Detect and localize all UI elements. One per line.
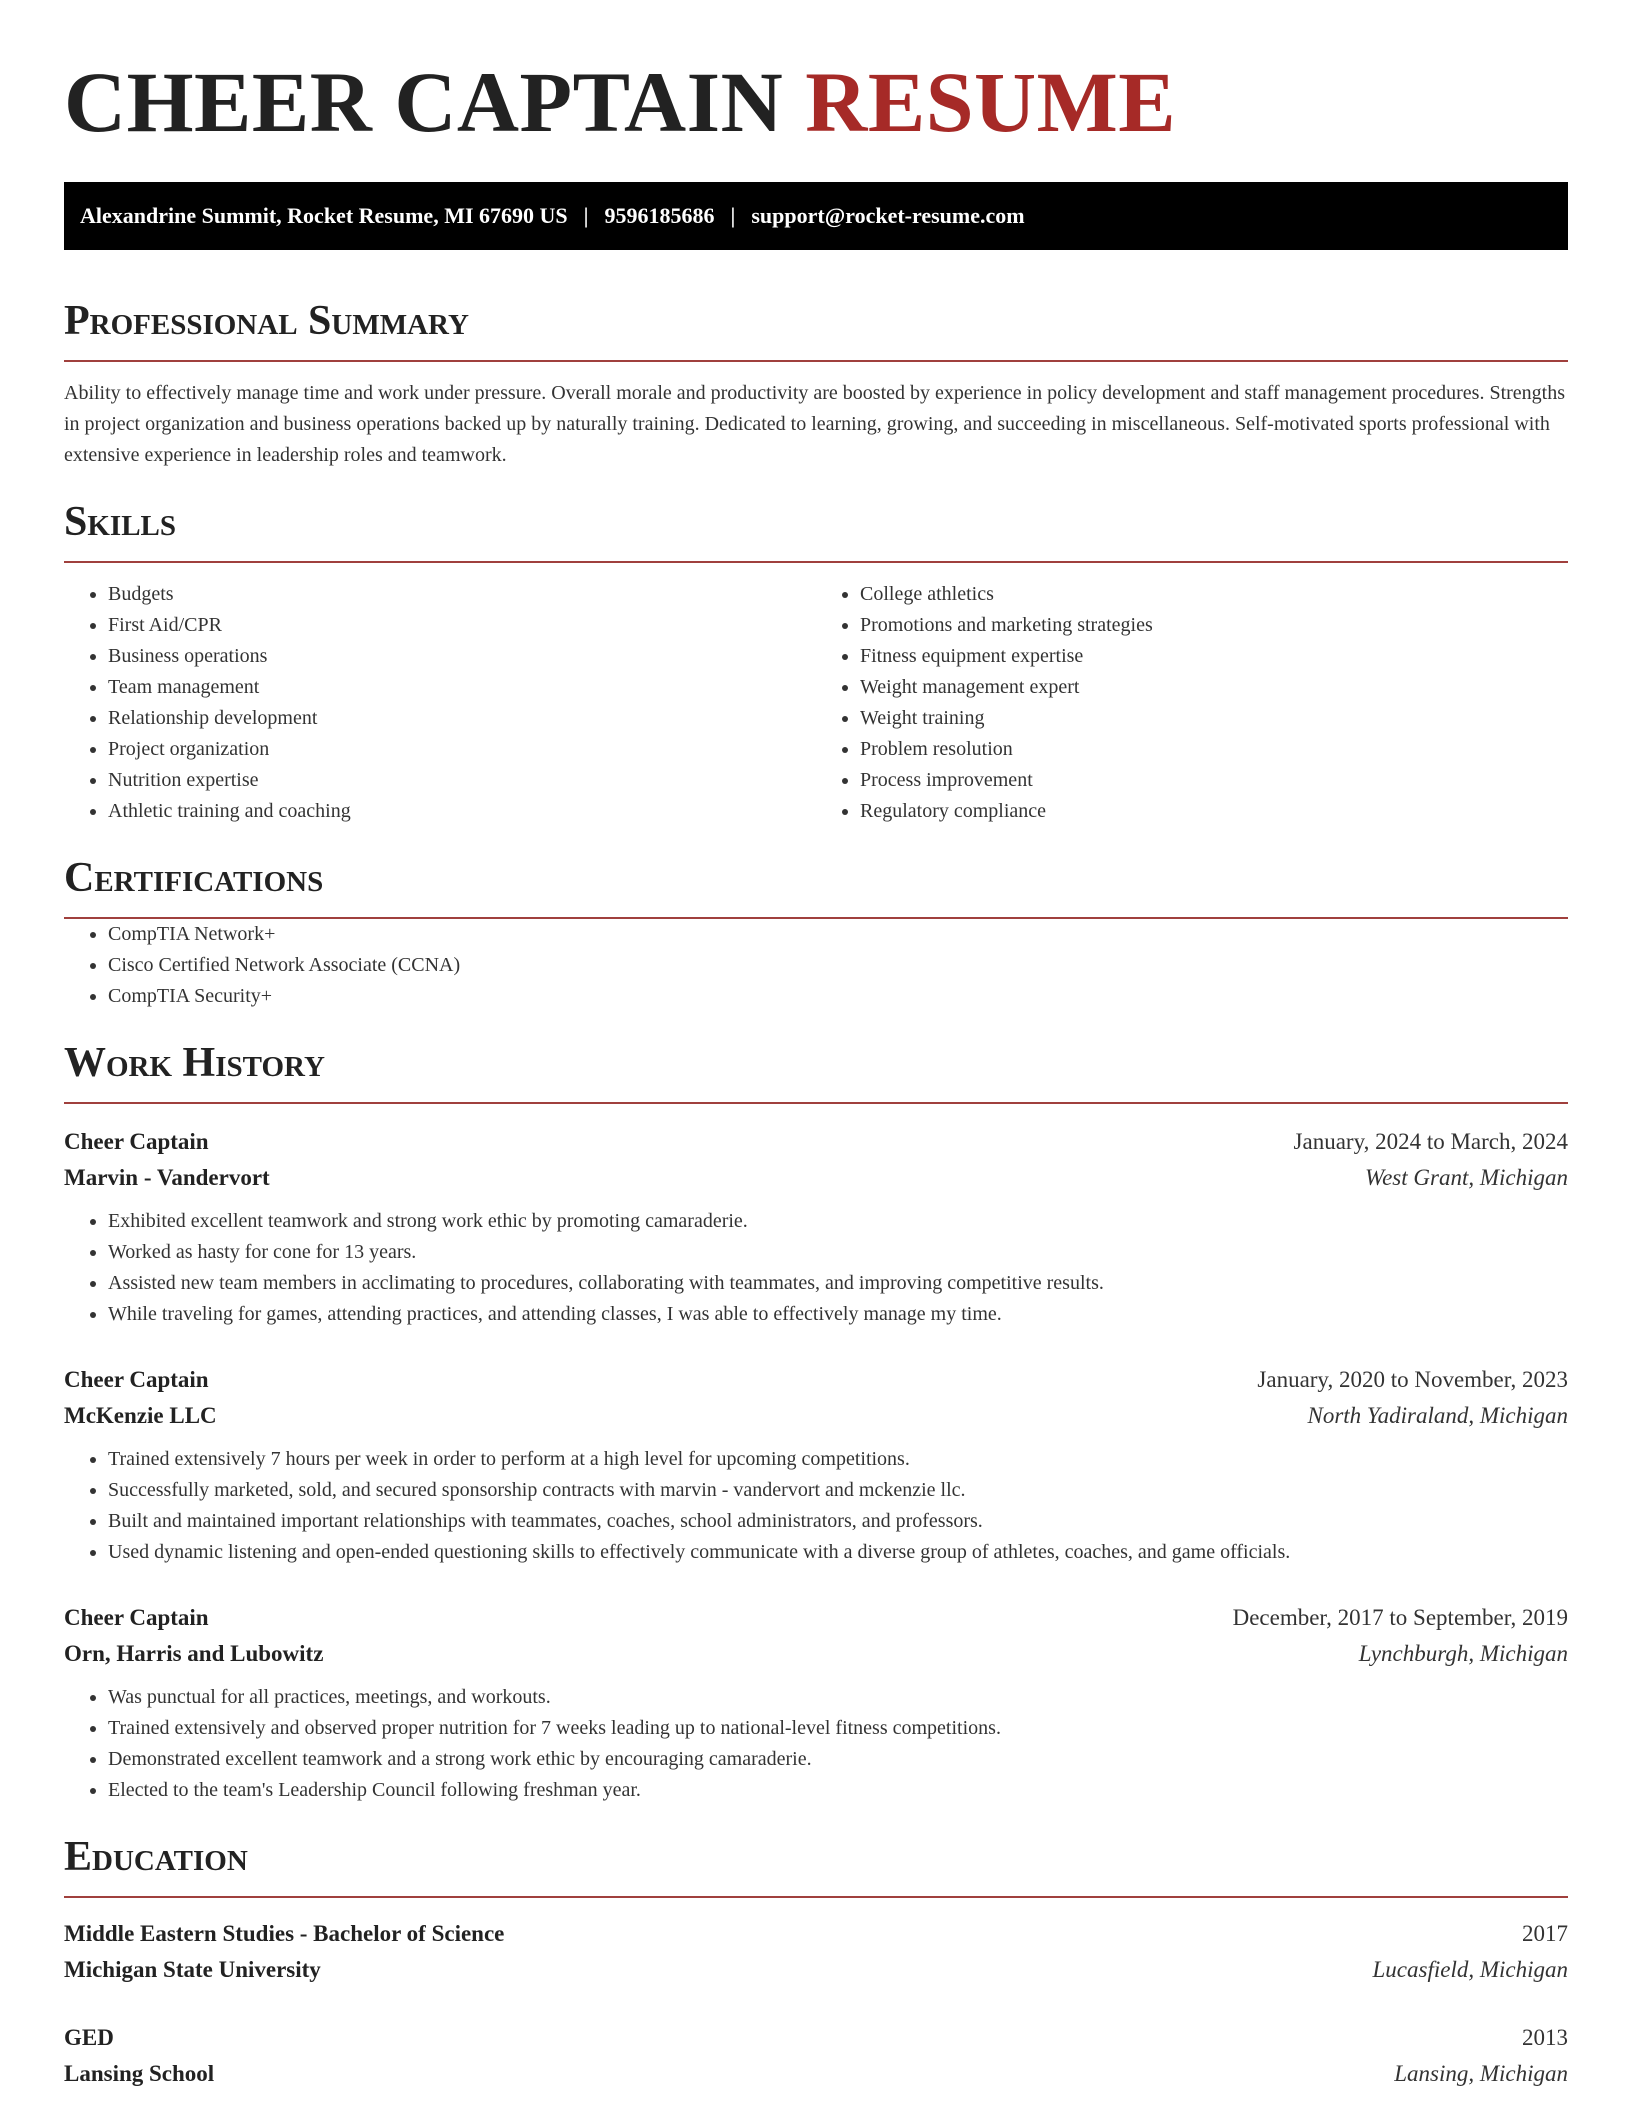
contact-separator: | (583, 203, 589, 228)
job-duty: • Built and maintained important relationships with teammates, coaches, school administrators, and professors. (108, 1506, 1568, 1537)
certification-item: • CompTIA Security+ (108, 981, 1568, 1012)
title-main: CHEER CAPTAIN (64, 54, 784, 150)
job-company: McKenzie LLC (64, 1403, 217, 1428)
skill-item: • Regulatory compliance (860, 796, 1568, 827)
education-entry (64, 2020, 1568, 2092)
resume-title (64, 52, 1568, 152)
education-location: Lansing, Michigan (1394, 2061, 1568, 2086)
job-duties-list (64, 1206, 1568, 1330)
job-company: Marvin - Vandervort (64, 1165, 270, 1190)
education-entry (64, 1916, 1568, 1988)
skills-columns (64, 579, 1568, 827)
skills-list-right (816, 579, 1568, 827)
contact-bar (64, 182, 1568, 250)
skill-item: • Team management (108, 672, 816, 703)
contact-phone: 9596185686 (604, 203, 715, 228)
skill-item: • Project organization (108, 734, 816, 765)
certification-item: • CompTIA Network+ (108, 919, 1568, 950)
job-duty: • Successfully marketed, sold, and secured sponsorship contracts with marvin - vandervort and mckenzie llc. (108, 1475, 1568, 1506)
title-accent: RESUME (805, 54, 1177, 150)
skills-heading: Skills (64, 497, 1568, 563)
job-duty: • Was punctual for all practices, meetings, and workouts. (108, 1682, 1568, 1713)
skill-item: • Athletic training and coaching (108, 796, 816, 827)
job-duty: • Elected to the team's Leadership Council following freshman year. (108, 1775, 1568, 1806)
job-duty: • Worked as hasty for cone for 13 years. (108, 1237, 1568, 1268)
job-entry (64, 1600, 1568, 1806)
job-title: Cheer Captain (64, 1129, 209, 1154)
skill-item: • Weight training (860, 703, 1568, 734)
job-duty: • Used dynamic listening and open-ended questioning skills to effectively communicate with a diverse group of athletes, coaches, and game officials. (108, 1537, 1568, 1568)
job-duties-list (64, 1682, 1568, 1806)
job-duties-list (64, 1444, 1568, 1568)
education-heading: Education (64, 1832, 1568, 1898)
education-school: Lansing School (64, 2061, 215, 2086)
job-duty: • Demonstrated excellent teamwork and a strong work ethic by encouraging camaraderie. (108, 1744, 1568, 1775)
certification-item: • Cisco Certified Network Associate (CCNA) (108, 950, 1568, 981)
education-degree: GED (64, 2025, 114, 2050)
skill-item: • First Aid/CPR (108, 610, 816, 641)
job-entry (64, 1124, 1568, 1330)
skill-item: • Relationship development (108, 703, 816, 734)
job-duty: • Trained extensively 7 hours per week in order to perform at a high level for upcoming competitions. (108, 1444, 1568, 1475)
skill-item: • Fitness equipment expertise (860, 641, 1568, 672)
education-degree: Middle Eastern Studies - Bachelor of Science (64, 1921, 505, 1946)
job-entry (64, 1362, 1568, 1568)
skills-list-left (64, 579, 816, 827)
job-location: West Grant, Michigan (1365, 1165, 1568, 1190)
skill-item: • Business operations (108, 641, 816, 672)
certifications-heading: Certifications (64, 853, 1568, 919)
job-duty: • Assisted new team members in acclimating to procedures, collaborating with teammates, and improving competitive results. (108, 1268, 1568, 1299)
resume-page (64, 0, 1568, 2092)
skill-item: • Budgets (108, 579, 816, 610)
contact-separator: | (730, 203, 736, 228)
job-dates: January, 2024 to March, 2024 (1293, 1129, 1568, 1154)
job-duty: • Exhibited excellent teamwork and strong work ethic by promoting camaraderie. (108, 1206, 1568, 1237)
job-duty: • Trained extensively and observed proper nutrition for 7 weeks leading up to national-level fitness competitions. (108, 1713, 1568, 1744)
job-title: Cheer Captain (64, 1367, 209, 1392)
education-year: 2017 (1522, 1921, 1568, 1946)
skill-item: • Weight management expert (860, 672, 1568, 703)
education-year: 2013 (1522, 2025, 1568, 2050)
education-location: Lucasfield, Michigan (1372, 1957, 1568, 1982)
job-location: North Yadiraland, Michigan (1307, 1403, 1568, 1428)
skill-item: • Process improvement (860, 765, 1568, 796)
education-section (64, 1916, 1568, 2092)
job-title: Cheer Captain (64, 1605, 209, 1630)
job-location: Lynchburgh, Michigan (1358, 1641, 1568, 1666)
education-school: Michigan State University (64, 1957, 321, 1982)
job-dates: December, 2017 to September, 2019 (1232, 1605, 1568, 1630)
job-dates: January, 2020 to November, 2023 (1257, 1367, 1568, 1392)
summary-text: Ability to effectively manage time and work under pressure. Overall morale and productivity are boosted by experience in policy development and staff management procedures. Strengths in project organization and business operations backed up by naturally training. Dedicated to learning, growing, and succeeding in miscellaneous. Self-motivated sports professional with extensive experience in leadership roles and teamwork. (64, 382, 1565, 466)
skill-item: • Nutrition expertise (108, 765, 816, 796)
summary-heading: Professional Summary (64, 296, 1568, 362)
skill-item: • Promotions and marketing strategies (860, 610, 1568, 641)
work-history-heading: Work History (64, 1038, 1568, 1104)
certifications-list (64, 919, 1568, 1012)
job-company: Orn, Harris and Lubowitz (64, 1641, 324, 1666)
skill-item: • Problem resolution (860, 734, 1568, 765)
skill-item: • College athletics (860, 579, 1568, 610)
contact-address: Alexandrine Summit, Rocket Resume, MI 67690 US (80, 203, 568, 228)
job-duty: • While traveling for games, attending practices, and attending classes, I was able to effectively manage my time. (108, 1299, 1568, 1330)
contact-email: support@rocket-resume.com (751, 203, 1025, 228)
